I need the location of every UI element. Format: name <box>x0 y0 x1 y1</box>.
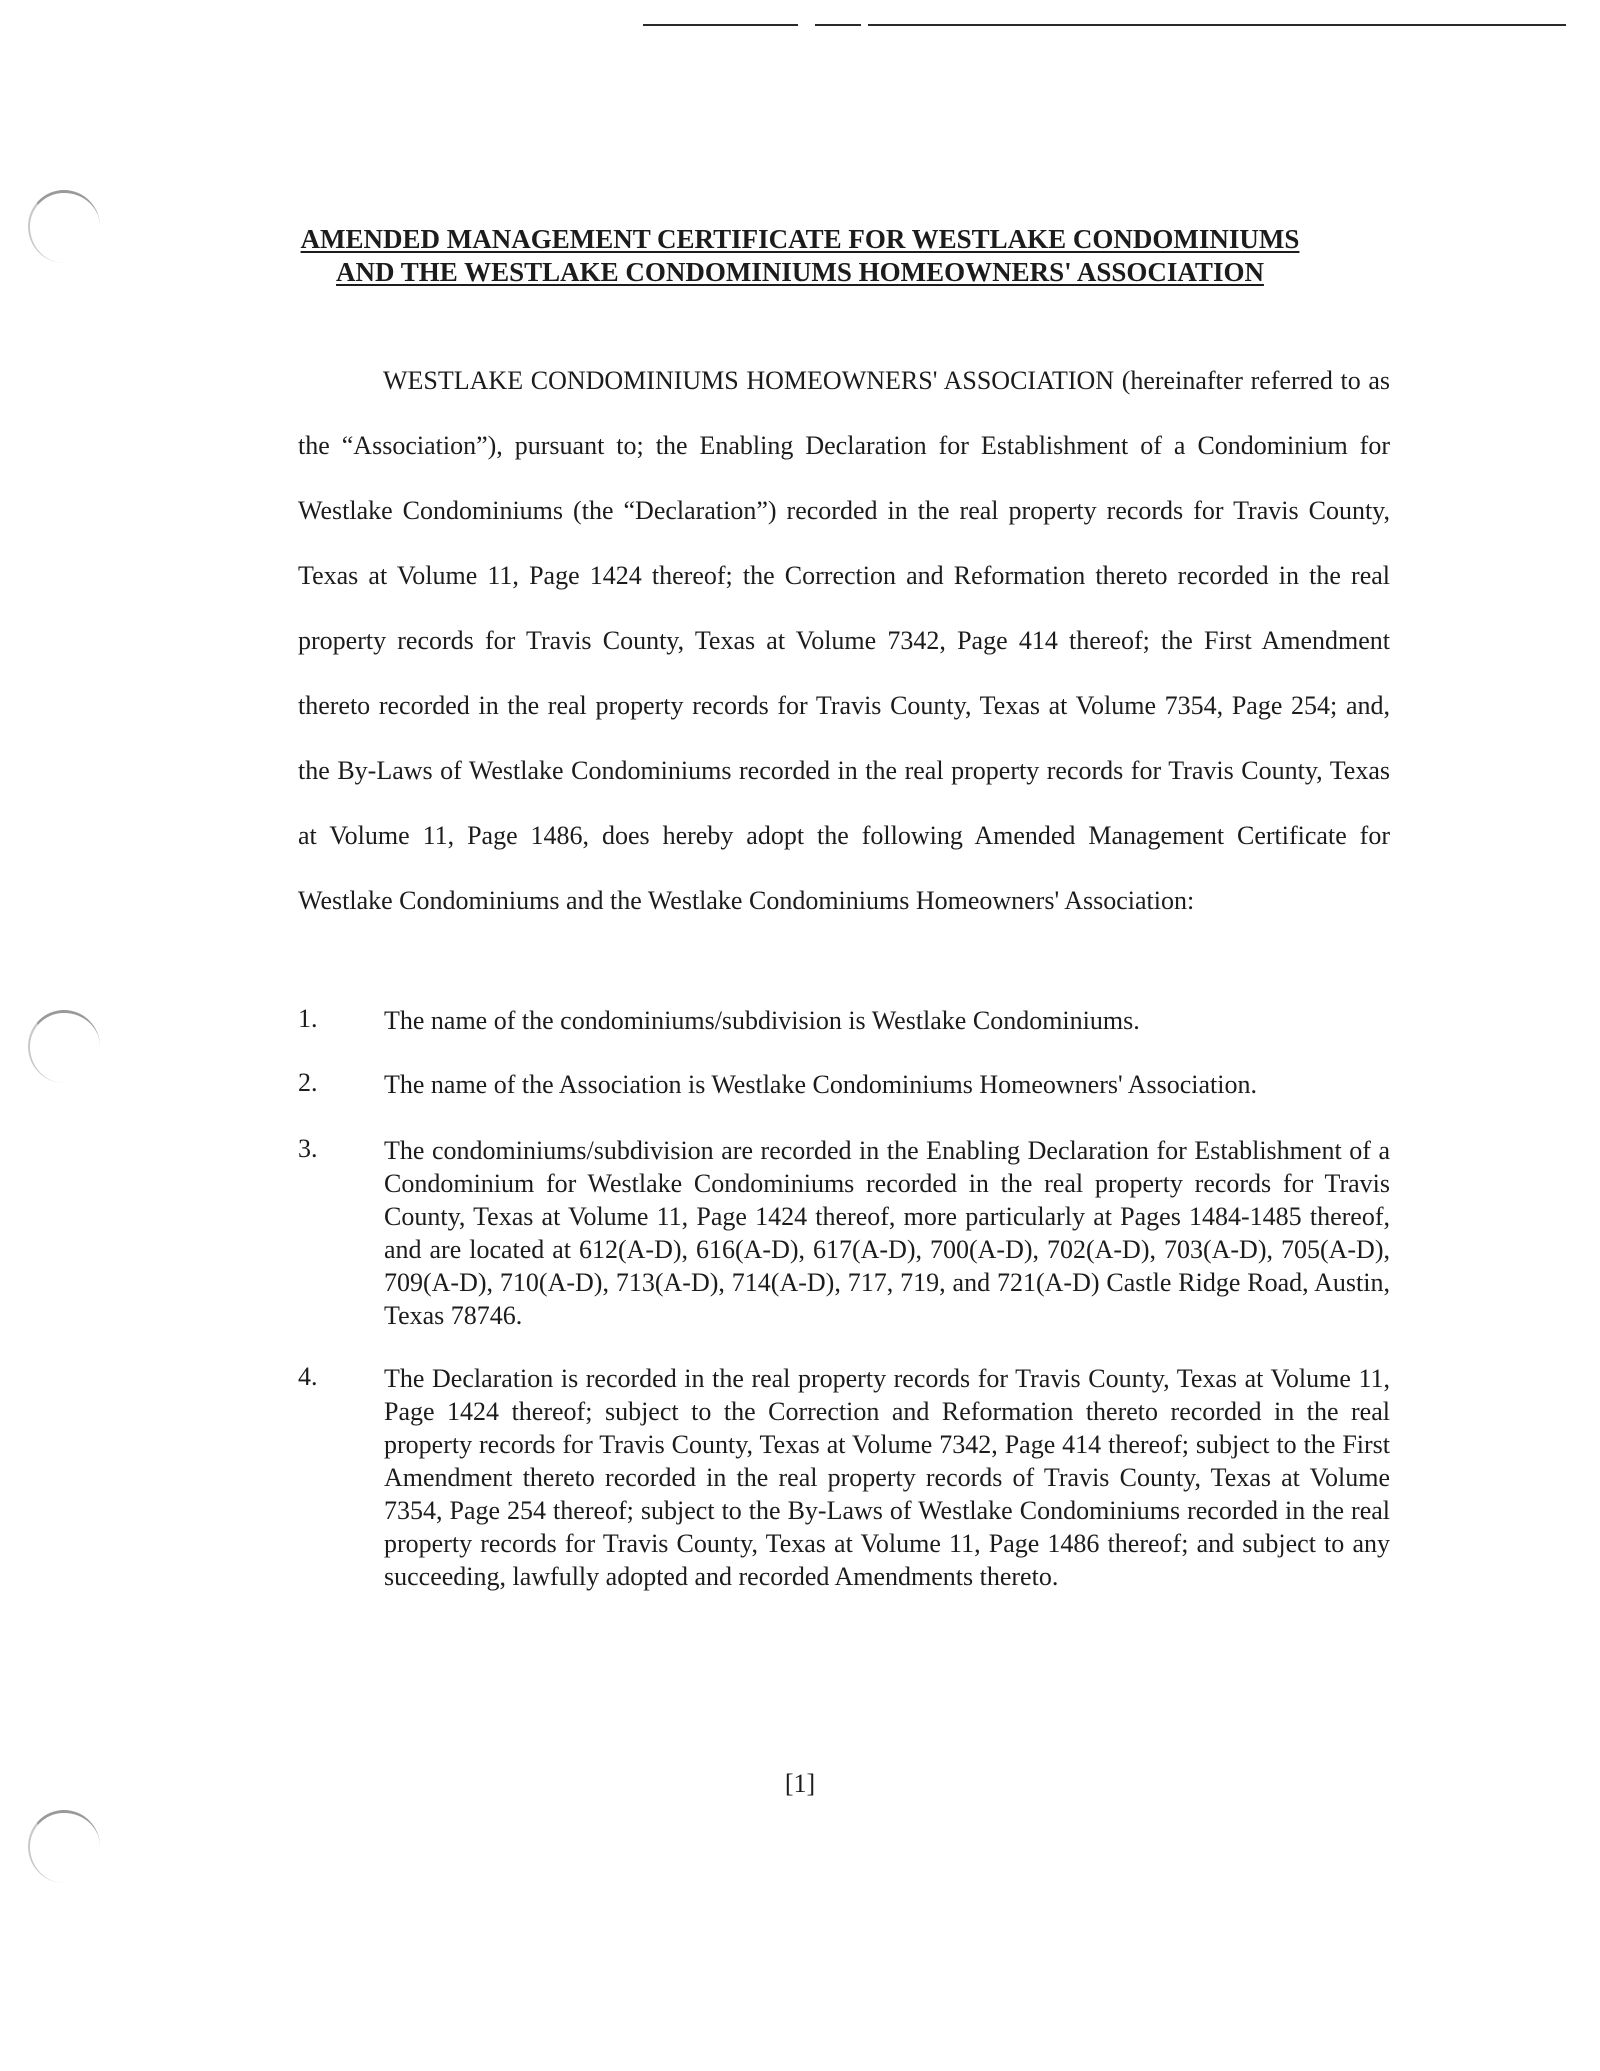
item-text: The name of the Association is Westlake Condominiums Homeowners' Association. <box>384 1070 1257 1099</box>
scan-top-line-segment <box>815 24 861 26</box>
intro-paragraph: WESTLAKE CONDOMINIUMS HOMEOWNERS' ASSOCIATION (hereinafter referred to as the “Association”), pursuant to; the Enabling Declaration for Establishment of a Condominium for Westlake Condominiums (the “Declaration”) recorded in the real property records for Travis County, Texas at Volume 11, Page 1424 thereof; the Correction and Reformation thereto recorded in the real property records for Travis County, Texas at Volume 7342, Page 414 thereof; the First Amendment thereto recorded in the real property records for Travis County, Texas at Volume 7354, Page 254; and, the By-Laws of Westlake Condominiums recorded in the real property records for Travis County, Texas at Volume 11, Page 1486, does hereby adopt the following Amended Management Certificate for Westlake Condominiums and the Westlake Condominiums Homeowners' Association: <box>298 366 1390 915</box>
item-text: The Declaration is recorded in the real property records for Travis County, Texas at Volume 11, Page 1424 thereof; subject to the Correction and Reformation thereto recorded in the real property records for Travis County, Texas at Volume 7342, Page 414 thereof; subject to the First Amendment thereto recorded in the real property records of Travis County, Texas at Volume 7354, Page 254 thereof; subject to the By-Laws of Westlake Condominiums recorded in the real property records for Travis County, Texas at Volume 11, Page 1486 thereof; and subject to any succeeding, lawfully adopted and recorded Amendments thereto. <box>384 1364 1390 1591</box>
title-line-1: AMENDED MANAGEMENT CERTIFICATE FOR WESTLAKE CONDOMINIUMS <box>300 224 1300 254</box>
numbered-item <box>298 1134 1390 1332</box>
punch-hole <box>28 1810 100 1883</box>
scan-top-line-segment <box>868 24 1566 26</box>
item-text: The name of the condominiums/subdivision is Westlake Condominiums. <box>384 1006 1140 1035</box>
numbered-item <box>298 1004 1390 1037</box>
title-line-2: AND THE WESTLAKE CONDOMINIUMS HOMEOWNERS' ASSOCIATION <box>336 257 1264 287</box>
item-number: 1. <box>298 1004 318 1033</box>
item-number: 3. <box>298 1134 318 1163</box>
scan-top-line-segment <box>643 24 798 26</box>
item-text: The condominiums/subdivision are recorded in the Enabling Declaration for Establishment of a Condominium for Westlake Condominiums recorded in the real property records for Travis County, Texas at Volume 11, Page 1424 thereof, more particularly at Pages 1484-1485 thereof, and are located at 612(A-D), 616(A-D), 617(A-D), 700(A-D), 702(A-D), 703(A-D), 705(A-D), 709(A-D), 710(A-D), 713(A-D), 714(A-D), 717, 719, and 721(A-D) Castle Ridge Road, Austin, Texas 78746. <box>384 1136 1390 1330</box>
numbered-item <box>298 1362 1390 1593</box>
item-number: 2. <box>298 1068 318 1097</box>
page-number: [1] <box>784 1769 816 1798</box>
punch-hole <box>28 1010 100 1083</box>
numbered-item <box>298 1068 1390 1101</box>
item-number: 4. <box>298 1362 318 1391</box>
document-title <box>0 223 1600 289</box>
